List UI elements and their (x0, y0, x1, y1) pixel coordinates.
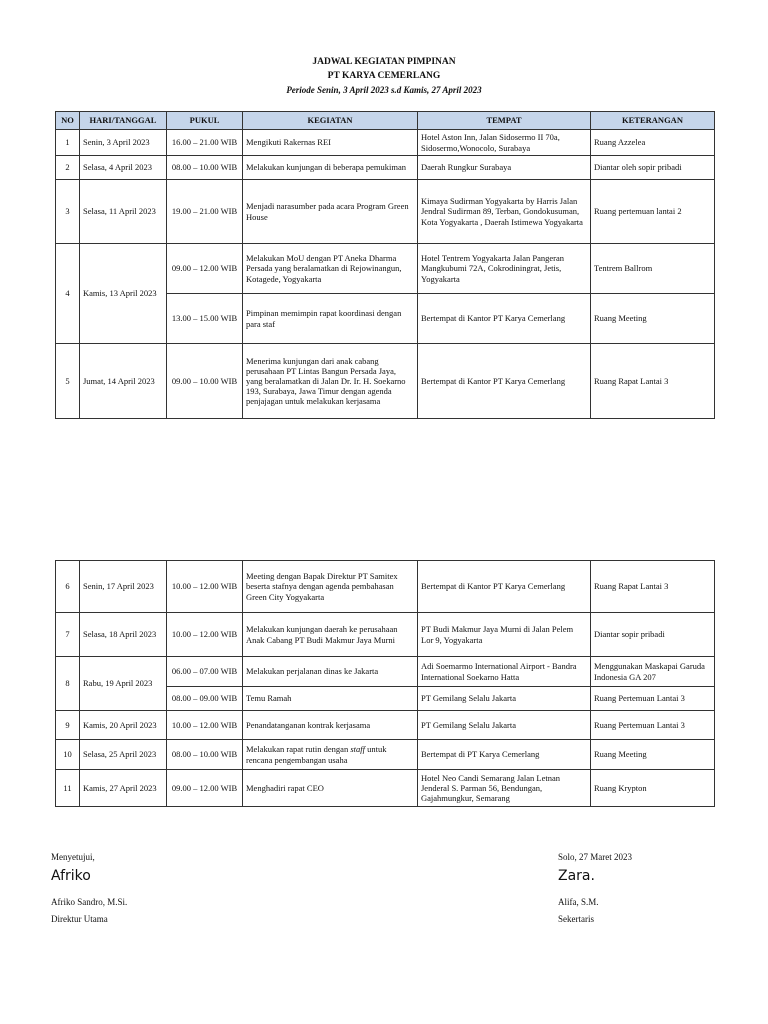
cell-place: Hotel Aston Inn, Jalan Sidosermo II 70a, Sidosermo,Wonocolo, Surabaya (418, 130, 591, 156)
cell-note: Ruang Krypton (591, 770, 715, 807)
cell-time: 09.00 – 12.00 WIB (167, 770, 243, 807)
cell-no: 7 (56, 613, 80, 657)
cell-time: 10.00 – 12.00 WIB (167, 711, 243, 740)
cell-place: PT Budi Makmur Jaya Murni di Jalan Pelem Lor 9, Yogyakarta (418, 613, 591, 657)
cell-date: Selasa, 11 April 2023 (80, 180, 167, 244)
col-header-place: TEMPAT (418, 112, 591, 130)
col-header-no: NO (56, 112, 80, 130)
cell-no: 1 (56, 130, 80, 156)
cell-date: Jumat, 14 April 2023 (80, 344, 167, 419)
cell-place: Bertempat di Kantor PT Karya Cemerlang (418, 561, 591, 613)
col-header-note: KETERANGAN (591, 112, 715, 130)
cell-note: Ruang Azzelea (591, 130, 715, 156)
cell-place: PT Gemilang Selalu Jakarta (418, 687, 591, 711)
activity-emphasis: staff (350, 744, 365, 755)
table-row (56, 344, 715, 419)
table-row (56, 130, 715, 156)
schedule-table-part-1 (55, 111, 715, 419)
cell-note: Menggunakan Maskapai Garuda Indonesia GA 207 (591, 657, 715, 687)
cell-activity: Pimpinan memimpin rapat koordinasi dengan para staf (243, 294, 418, 344)
cell-activity: Menjadi narasumber pada acara Program Green House (243, 180, 418, 244)
table-row (56, 711, 715, 740)
table-row (56, 244, 715, 294)
cell-place: Bertempat di Kantor PT Karya Cemerlang (418, 344, 591, 419)
cell-date: Rabu, 19 April 2023 (80, 657, 167, 711)
cell-no: 10 (56, 740, 80, 770)
cell-time: 09.00 – 12.00 WIB (167, 244, 243, 294)
activity-text: untuk rencana pengembangan usaha (246, 744, 387, 765)
table-row (56, 740, 715, 770)
cell-time: 08.00 – 10.00 WIB (167, 156, 243, 180)
document-title: JADWAL KEGIATAN PIMPINAN (312, 57, 456, 67)
director-title: Direktur Utama (51, 914, 108, 924)
cell-place: Kimaya Sudirman Yogyakarta by Harris Jalan Jendral Sudirman 89, Terban, Gondokusuman, Kota Yogyakarta , Daerah Istimewa Yogyakarta (418, 180, 591, 244)
cell-place: Hotel Tentrem Yogyakarta Jalan Pangeran Mangkubumi 72A, Cokrodiningrat, Jetis, Yogyakarta (418, 244, 591, 294)
cell-time: 13.00 – 15.00 WIB (167, 294, 243, 344)
cell-no: 9 (56, 711, 80, 740)
table-header-row (56, 112, 715, 130)
schedule-period: Periode Senin, 3 April 2023 s.d Kamis, 27 April 2023 (286, 85, 482, 95)
cell-note: Ruang pertemuan lantai 2 (591, 180, 715, 244)
cell-date: Selasa, 4 April 2023 (80, 156, 167, 180)
cell-activity: Melakukan perjalanan dinas ke Jakarta (243, 657, 418, 687)
director-name: Afriko Sandro, M.Si. (51, 897, 128, 907)
table-row (56, 561, 715, 613)
cell-activity: Melakukan kunjungan daerah ke perusahaan Anak Cabang PT Budi Makmur Jaya Murni (243, 613, 418, 657)
cell-no: 3 (56, 180, 80, 244)
cell-note: Ruang Rapat Lantai 3 (591, 561, 715, 613)
approval-label: Menyetujui, (51, 852, 95, 862)
cell-place: Bertempat di PT Karya Cemerlang (418, 740, 591, 770)
cell-time: 08.00 – 10.00 WIB (167, 740, 243, 770)
cell-note: Ruang Pertemuan Lantai 3 (591, 687, 715, 711)
cell-activity: Menerima kunjungan dari anak cabang perusahaan PT Lintas Bangun Persada Jaya, yang beralamatkan di Jalan Dr. Ir. H. Soekarno 193, Surabaya, Jawa Timur dengan agenda penjajagan untuk melakukan kerjasama (243, 344, 418, 419)
cell-activity: Temu Ramah (243, 687, 418, 711)
cell-activity: Penandatanganan kontrak kerjasama (243, 711, 418, 740)
col-header-date: HARI/TANGGAL (80, 112, 167, 130)
cell-date: Senin, 3 April 2023 (80, 130, 167, 156)
table-row (56, 613, 715, 657)
cell-activity: Meeting dengan Bapak Direktur PT Samitex beserta stafnya dengan agenda pembahasan Green City Yogyakarta (243, 561, 418, 613)
cell-note: Diantar oleh sopir pribadi (591, 156, 715, 180)
cell-note: Diantar sopir pribadi (591, 613, 715, 657)
cell-no: 6 (56, 561, 80, 613)
cell-place: PT Gemilang Selalu Jakarta (418, 711, 591, 740)
activity-text: Melakukan rapat rutin dengan (246, 744, 351, 755)
cell-date: Kamis, 13 April 2023 (80, 244, 167, 344)
table-row (56, 156, 715, 180)
cell-no: 8 (56, 657, 80, 711)
cell-time: 06.00 – 07.00 WIB (167, 657, 243, 687)
schedule-table-part-2 (55, 560, 715, 807)
cell-date: Senin, 17 April 2023 (80, 561, 167, 613)
cell-time: 08.00 – 09.00 WIB (167, 687, 243, 711)
cell-time: 16.00 – 21.00 WIB (167, 130, 243, 156)
table-row (56, 657, 715, 687)
company-name: PT KARYA CEMERLANG (327, 71, 441, 81)
cell-place: Daerah Rungkur Surabaya (418, 156, 591, 180)
table-row (56, 180, 715, 244)
cell-activity: Melakukan MoU dengan PT Aneka Dharma Persada yang beralamatkan di Rejowinangun, Kotagede, Yogyakarta (243, 244, 418, 294)
cell-time: 19.00 – 21.00 WIB (167, 180, 243, 244)
secretary-signature: Zara. (558, 868, 595, 884)
cell-place: Adi Soemarmo International Airport - Bandra International Soekarno Hatta (418, 657, 591, 687)
cell-note: Tentrem Ballrom (591, 244, 715, 294)
cell-no: 4 (56, 244, 80, 344)
cell-place: Bertempat di Kantor PT Karya Cemerlang (418, 294, 591, 344)
secretary-title: Sekertaris (558, 914, 594, 924)
cell-date: Kamis, 20 April 2023 (80, 711, 167, 740)
cell-date: Kamis, 27 April 2023 (80, 770, 167, 807)
cell-no: 11 (56, 770, 80, 807)
cell-no: 5 (56, 344, 80, 419)
cell-date: Selasa, 18 April 2023 (80, 613, 167, 657)
cell-activity: Melakukan kunjungan di beberapa pemukiman (243, 156, 418, 180)
cell-activity: Menghadiri rapat CEO (243, 770, 418, 807)
table-row (56, 770, 715, 807)
cell-no: 2 (56, 156, 80, 180)
cell-note: Ruang Rapat Lantai 3 (591, 344, 715, 419)
place-date-label: Solo, 27 Maret 2023 (558, 852, 632, 862)
cell-note: Ruang Meeting (591, 740, 715, 770)
secretary-name: Alifa, S.M. (558, 897, 599, 907)
cell-time: 10.00 – 12.00 WIB (167, 561, 243, 613)
cell-place: Hotel Neo Candi Semarang Jalan Letnan Jenderal S. Parman 56, Bendungan, Gajahmungkur, Semarang (418, 770, 591, 807)
cell-note: Ruang Pertemuan Lantai 3 (591, 711, 715, 740)
cell-note: Ruang Meeting (591, 294, 715, 344)
cell-activity (243, 740, 418, 770)
cell-activity: Mengikuti Rakernas REI (243, 130, 418, 156)
cell-date: Selasa, 25 April 2023 (80, 740, 167, 770)
col-header-time: PUKUL (167, 112, 243, 130)
cell-time: 09.00 – 10.00 WIB (167, 344, 243, 419)
director-signature: Afriko (51, 868, 91, 884)
cell-time: 10.00 – 12.00 WIB (167, 613, 243, 657)
col-header-activity: KEGIATAN (243, 112, 418, 130)
